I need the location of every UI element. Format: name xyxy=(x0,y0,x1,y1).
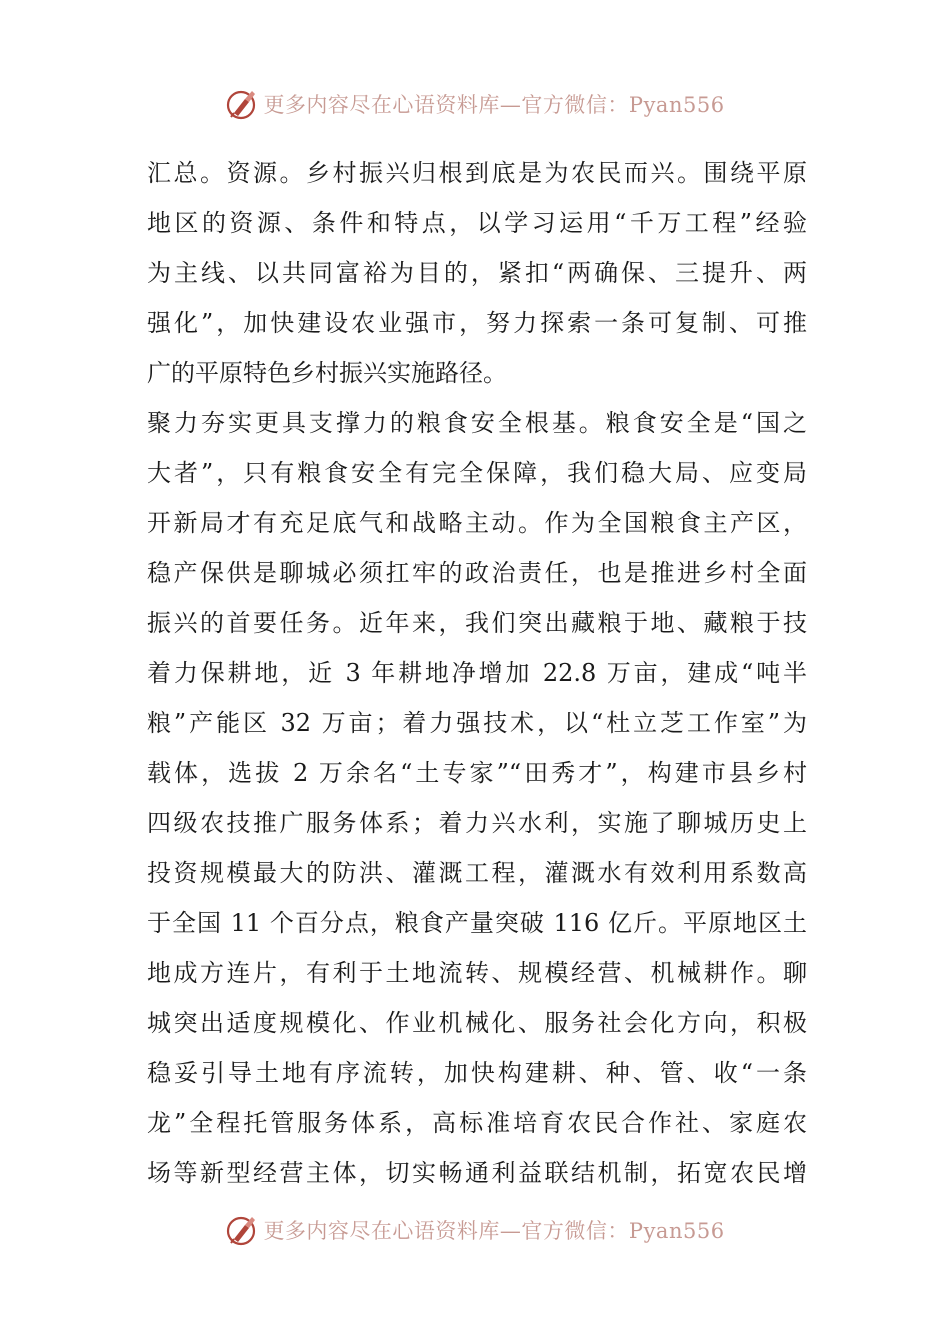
header-watermark-banner xyxy=(0,84,950,124)
text-line: 四级农技推广服务体系；着力兴水利，实施了聊城历史上 xyxy=(147,809,807,837)
text-line: 地成方连片，有利于土地流转、规模经营、机械耕作。聊 xyxy=(147,959,807,987)
text-line: 粮”产能区 32 万亩；着力强技术，以“杜立芝工作室”为 xyxy=(147,709,807,737)
footer-watermark-text: 更多内容尽在心语资料库—官方微信：Pyan556 xyxy=(263,1219,725,1243)
pen-nib-logo-icon xyxy=(225,87,259,121)
pen-nib-logo-icon xyxy=(225,1213,259,1247)
footer-watermark-banner xyxy=(0,1210,950,1250)
text-line: 广的平原特色乡村振兴实施路径。 xyxy=(147,359,507,387)
text-line: 大者”，只有粮食安全有完全保障，我们稳大局、应变局 xyxy=(147,459,807,487)
text-line: 载体，选拔 2 万余名“土专家”“田秀才”，构建市县乡村 xyxy=(147,759,807,787)
document-body xyxy=(147,148,807,1198)
text-line: 强化”，加快建设农业强市，努力探索一条可复制、可推 xyxy=(147,309,807,337)
text-line: 场等新型经营主体，切实畅通利益联结机制，拓宽农民增 xyxy=(147,1159,807,1187)
text-line: 着力保耕地，近 3 年耕地净增加 22.8 万亩，建成“吨半 xyxy=(147,659,807,687)
text-line: 龙”全程托管服务体系，高标准培育农民合作社、家庭农 xyxy=(147,1109,807,1137)
text-line: 城突出适度规模化、作业机械化、服务社会化方向，积极 xyxy=(147,1009,807,1037)
text-line: 聚力夯实更具支撑力的粮食安全根基。粮食安全是“国之 xyxy=(147,409,807,437)
text-line: 地区的资源、条件和特点，以学习运用“千万工程”经验 xyxy=(147,209,807,237)
text-line: 于全国 11 个百分点，粮食产量突破 116 亿斤。平原地区土 xyxy=(147,909,807,937)
text-line: 稳妥引导土地有序流转，加快构建耕、种、管、收“一条 xyxy=(147,1059,807,1087)
text-line: 汇总。资源。乡村振兴归根到底是为农民而兴。围绕平原 xyxy=(147,159,807,187)
text-line: 振兴的首要任务。近年来，我们突出藏粮于地、藏粮于技 xyxy=(147,609,807,637)
header-watermark-text: 更多内容尽在心语资料库—官方微信：Pyan556 xyxy=(263,93,725,117)
text-line: 开新局才有充足底气和战略主动。作为全国粮食主产区， xyxy=(147,509,807,537)
text-line: 投资规模最大的防洪、灌溉工程，灌溉水有效利用系数高 xyxy=(147,859,807,887)
text-line: 为主线、以共同富裕为目的，紧扣“两确保、三提升、两 xyxy=(147,259,807,287)
text-line: 稳产保供是聊城必须扛牢的政治责任，也是推进乡村全面 xyxy=(147,559,807,587)
